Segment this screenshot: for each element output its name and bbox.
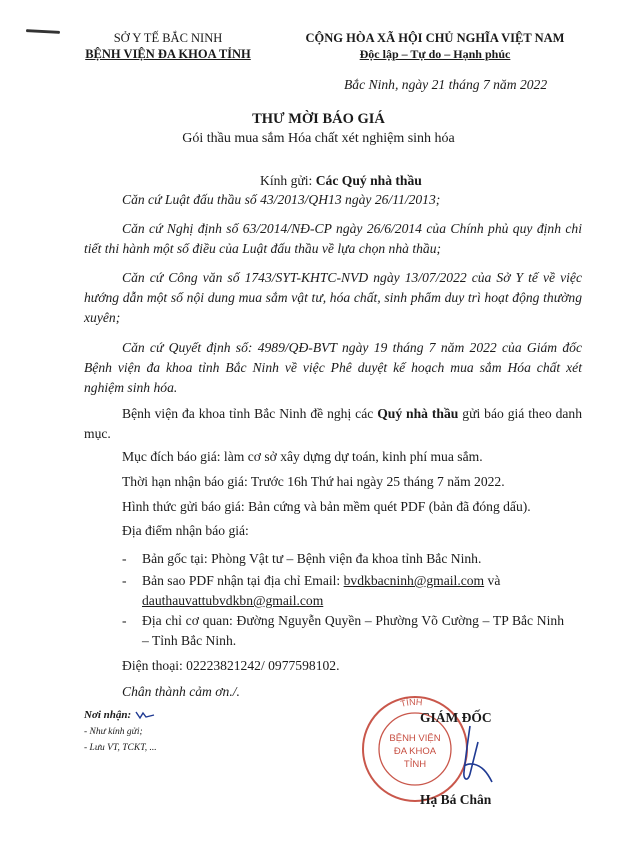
quote-format: Hình thức gửi báo giá: Bản cứng và bản mềm quét PDF (bản đã đóng dấu). xyxy=(122,499,531,514)
recipient-item-2: - Lưu VT, TCKT, ... xyxy=(84,743,157,753)
recipients-block xyxy=(84,708,284,755)
stamp-center-line-3: TỈNH xyxy=(403,759,427,770)
basis-3: Căn cứ Công văn số 1743/SYT-KHTC-NVD ngày 13/07/2022 của Sở Y tế về việc hướng dẫn một số nội dung mua sắm vật tư, hóa chất, sinh phẩm duy trì hoạt động thường xuyên; xyxy=(84,270,582,325)
email-link-1[interactable]: bvdkbacninh@gmail.com xyxy=(343,573,485,588)
scan-mark xyxy=(26,29,60,34)
document-subtitle: Gói thầu mua sắm Hóa chất xét nghiệm sinh hóa xyxy=(182,131,455,146)
recipients-label-row xyxy=(84,708,284,722)
signer-title: GIÁM ĐỐC xyxy=(420,710,492,725)
location-item-2-text xyxy=(142,571,582,611)
stamp-center-line-1: BỆNH VIỆN xyxy=(389,733,441,744)
request-paragraph xyxy=(84,404,582,444)
hospital-name: BỆNH VIỆN ĐA KHOA TỈNH xyxy=(85,47,251,61)
request-part2: gửi báo giá theo danh mục. xyxy=(84,406,583,441)
bullet-dash: - xyxy=(122,613,127,628)
agency-header xyxy=(78,30,258,62)
request-bold: Quý nhà thầu xyxy=(377,406,459,421)
stamp-center-line-2: ĐA KHOA xyxy=(393,746,437,757)
recipient-item-1: - Như kính gửi; xyxy=(84,727,143,737)
recipients-label: Nơi nhận: xyxy=(84,709,132,721)
bullet-dash: - xyxy=(122,573,127,588)
location-item-1 xyxy=(122,549,582,569)
quote-purpose: Mục đích báo giá: làm cơ sở xây dựng dự toán, kinh phí mua sắm. xyxy=(122,449,483,464)
basis-4: Căn cứ Quyết định số: 4989/QĐ-BVT ngày 19 tháng 7 năm 2022 của Giám đốc Bệnh viện đa khoa tỉnh Bắc Ninh về việc Phê duyệt kế hoạch mua sắm Hóa chất xét nghiệm sinh hóa. xyxy=(84,340,582,395)
national-title: CỘNG HÒA XÃ HỘI CHỦ NGHĨA VIỆT NAM xyxy=(305,31,565,45)
national-motto: Độc lập – Tự do – Hạnh phúc xyxy=(359,47,511,61)
national-header xyxy=(290,30,580,62)
email-link-2[interactable]: dauthauvattubvdkbn@gmail.com xyxy=(142,593,324,608)
email-prefix: Bản sao PDF nhận tại địa chỉ Email: xyxy=(142,573,344,588)
location-item-3-text: Địa chỉ cơ quan: Đường Nguyễn Quyền – Phường Võ Cường – TP Bắc Ninh – Tỉnh Bắc Ninh. xyxy=(142,613,564,648)
initial-mark-icon xyxy=(134,710,156,720)
bullet-dash: - xyxy=(122,551,127,566)
handwritten-signature-icon xyxy=(440,722,500,790)
location-item-3 xyxy=(122,611,564,651)
greeting xyxy=(260,171,422,191)
phone-line: Điện thoại: 02223821242/ 0977598102. xyxy=(122,658,340,673)
closing-line: Chân thành cảm ơn./. xyxy=(122,684,240,699)
document-title: THƯ MỜI BÁO GIÁ xyxy=(252,111,385,127)
place-date: Bắc Ninh, ngày 21 tháng 7 năm 2022 xyxy=(344,77,548,92)
parent-agency: SỞ Y TẾ BẮC NINH xyxy=(113,31,223,45)
quote-location-label: Địa điểm nhận báo giá: xyxy=(122,523,249,538)
signer-name: Hạ Bá Chân xyxy=(420,792,492,807)
basis-1: Căn cứ Luật đấu thầu số 43/2013/QH13 ngày 26/11/2013; xyxy=(122,192,441,207)
location-item-1-text: Bản gốc tại: Phòng Vật tư – Bệnh viện đa khoa tỉnh Bắc Ninh. xyxy=(142,551,482,566)
basis-2: Căn cứ Nghị định số 63/2014/NĐ-CP ngày 26/6/2014 của Chính phủ quy định chi tiết thi hành một số điều của Luật đấu thầu về lựa chọn nhà thầu; xyxy=(84,221,582,256)
quote-deadline: Thời hạn nhận báo giá: Trước 16h Thứ hai ngày 25 tháng 7 năm 2022. xyxy=(122,474,505,489)
stamp-ring-label: TỈNH xyxy=(399,696,423,709)
request-part1: Bệnh viện đa khoa tỉnh Bắc Ninh đề nghị các xyxy=(122,406,378,421)
greeting-recipient: Các Quý nhà thầu xyxy=(315,173,422,188)
location-item-2 xyxy=(122,571,582,611)
greeting-prefix: Kính gửi: xyxy=(260,173,316,188)
email-and: và xyxy=(484,573,501,588)
